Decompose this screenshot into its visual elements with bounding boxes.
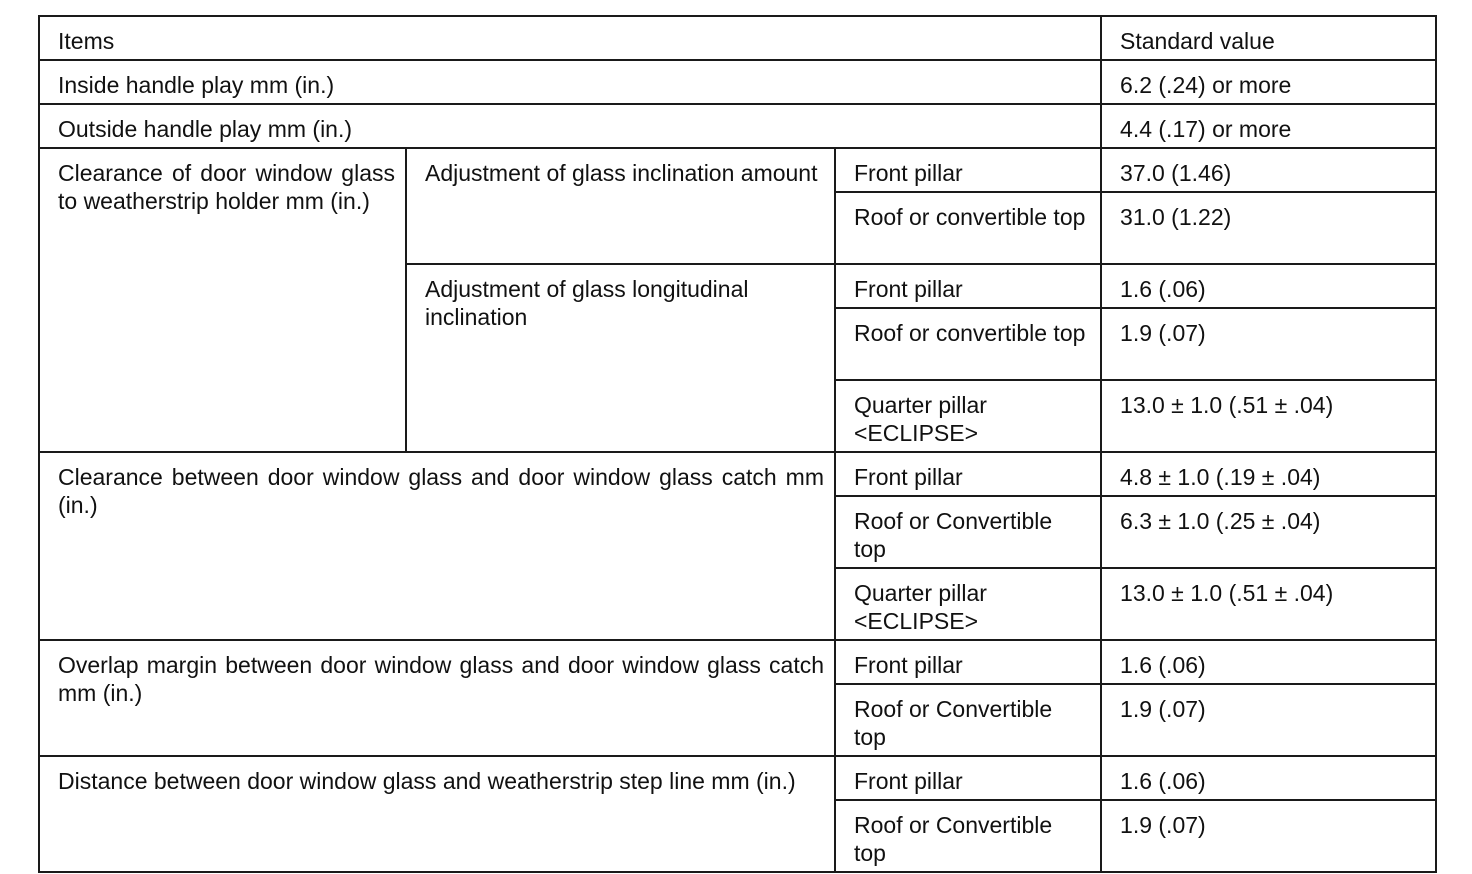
position-cell: Roof or Convertible top [835,496,1101,568]
position-cell: Quarter pillar <ECLIPSE> [835,568,1101,640]
spec-table-container [38,15,1435,873]
outside-handle-label: Outside handle play mm (in.) [39,104,1101,148]
position-cell: Front pillar [835,756,1101,800]
inclination-label: Adjustment of glass inclination amount [406,148,835,264]
value-cell: 1.9 (.07) [1101,308,1436,380]
inside-handle-label: Inside handle play mm (in.) [39,60,1101,104]
longitudinal-label: Adjustment of glass longitudinal inclination [406,264,835,452]
table-header-row [39,16,1436,60]
inside-handle-value: 6.2 (.24) or more [1101,60,1436,104]
value-cell: 31.0 (1.22) [1101,192,1436,264]
outside-handle-value: 4.4 (.17) or more [1101,104,1436,148]
table-row [39,60,1436,104]
table-row [39,148,1436,192]
overlap-margin-label: Overlap margin between door window glass and door window glass catch mm (in.) [39,640,835,756]
value-cell: 1.6 (.06) [1101,264,1436,308]
position-cell: Front pillar [835,640,1101,684]
position-cell: Roof or convertible top [835,192,1101,264]
position-cell: Quarter pillar <ECLIPSE> [835,380,1101,452]
value-cell: 4.8 ± 1.0 (.19 ± .04) [1101,452,1436,496]
position-cell: Front pillar [835,264,1101,308]
value-cell: 1.9 (.07) [1101,684,1436,756]
step-line-label: Distance between door window glass and weatherstrip step line mm (in.) [39,756,835,872]
table-row [39,640,1436,684]
value-cell: 13.0 ± 1.0 (.51 ± .04) [1101,380,1436,452]
position-cell: Front pillar [835,148,1101,192]
value-cell: 6.3 ± 1.0 (.25 ± .04) [1101,496,1436,568]
position-cell: Roof or convertible top [835,308,1101,380]
table-row [39,756,1436,800]
position-cell: Front pillar [835,452,1101,496]
value-cell: 37.0 (1.46) [1101,148,1436,192]
clearance-catch-label: Clearance between door window glass and door window glass catch mm (in.) [39,452,835,640]
value-cell: 1.9 (.07) [1101,800,1436,872]
header-standard-value: Standard value [1101,16,1436,60]
table-row [39,452,1436,496]
value-cell: 1.6 (.06) [1101,756,1436,800]
position-cell: Roof or Convertible top [835,800,1101,872]
value-cell: 13.0 ± 1.0 (.51 ± .04) [1101,568,1436,640]
door-window-spec-table [38,15,1437,873]
clearance-weatherstrip-label: Clearance of door window glass to weatherstrip holder mm (in.) [39,148,406,452]
position-cell: Roof or Convertible top [835,684,1101,756]
header-items: Items [39,16,1101,60]
value-cell: 1.6 (.06) [1101,640,1436,684]
table-row [39,104,1436,148]
